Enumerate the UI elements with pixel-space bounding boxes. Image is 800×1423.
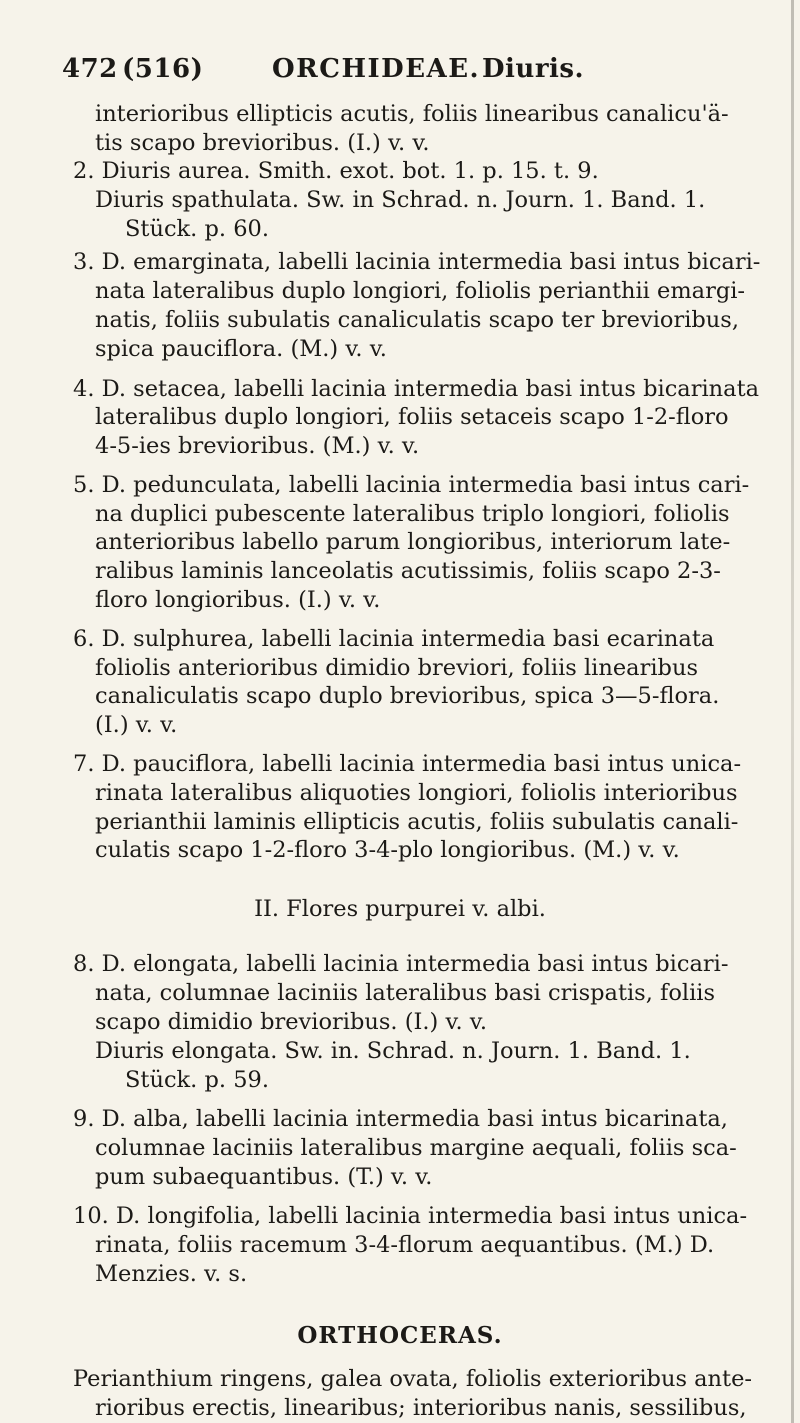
text-line: interioribus ellipticis acutis, foliis linearibus canalicu'ä- [95, 101, 729, 127]
text-line: 4. D. setacea, labelli lacinia intermedia basi intus bicarinata [73, 376, 760, 402]
text-line: 10. D. longifolia, labelli lacinia intermedia basi intus unica- [73, 1203, 748, 1229]
text-line: ralibus laminis lanceolatis acutissimis, foliis scapo 2-3- [95, 558, 721, 584]
text-line: rinata, foliis racemum 3-4-florum aequantibus. (M.) D. [95, 1232, 715, 1258]
text-line: nata, columnae laciniis lateralibus basi crispatis, foliis [95, 980, 716, 1006]
text-line: floro longioribus. (I.) v. v. [95, 587, 381, 613]
genus-heading: Diuris. [482, 54, 585, 84]
text-line: 2. Diuris aurea. Smith. exot. bot. 1. p. 15. t. 9. [73, 158, 599, 184]
text-line: canaliculatis scapo duplo brevioribus, spica 3—5-flora. [95, 683, 720, 709]
text-line: foliolis anterioribus dimidio breviori, foliis linearibus [95, 655, 698, 681]
text-line: 5. D. pedunculata, labelli lacinia intermedia basi intus cari- [73, 472, 750, 498]
text-line: 7. D. pauciflora, labelli lacinia intermedia basi intus unica- [73, 751, 742, 777]
text-line: 3. D. emarginata, labelli lacinia intermedia basi intus bicari- [73, 249, 761, 275]
section-heading: II. Flores purpurei v. albi. [254, 896, 546, 922]
text-line: Diuris spathulata. Sw. in Schrad. n. Journ. 1. Band. 1. [95, 187, 706, 213]
running-header [62, 54, 762, 94]
text-line: tis scapo brevioribus. (I.) v. v. [95, 130, 430, 156]
text-line: 9. D. alba, labelli lacinia intermedia basi intus bicarinata, [73, 1106, 728, 1132]
text-line: Perianthium ringens, galea ovata, foliolis exterioribus ante- [73, 1366, 753, 1392]
text-line: scapo dimidio brevioribus. (I.) v. v. [95, 1009, 488, 1035]
text-line: lateralibus duplo longiori, foliis setaceis scapo 1-2-floro [95, 404, 729, 430]
text-line: Menzies. v. s. [95, 1261, 248, 1287]
text-line: Diuris elongata. Sw. in. Schrad. n. Journ. 1. Band. 1. [95, 1038, 691, 1064]
text-line: rinata lateralibus aliquoties longiori, foliolis interioribus [95, 780, 738, 806]
text-line: columnae laciniis lateralibus margine aequali, foliis sca- [95, 1135, 737, 1161]
text-line: pum subaequantibus. (T.) v. v. [95, 1164, 433, 1190]
text-line: Stück. p. 60. [125, 216, 269, 242]
text-line: nata lateralibus duplo longiori, foliolis perianthii emargi- [95, 278, 746, 304]
text-line: anterioribus labello parum longioribus, interiorum late- [95, 529, 731, 555]
original-page-number: (516) [122, 54, 204, 84]
text-line: perianthii laminis ellipticis acutis, foliis subulatis canali- [95, 809, 739, 835]
text-line: culatis scapo 1-2-floro 3-4-plo longioribus. (M.) v. v. [95, 837, 680, 863]
text-line: 6. D. sulphurea, labelli lacinia intermedia basi ecarinata [73, 626, 715, 652]
family-heading: ORCHIDEAE. [272, 54, 481, 84]
text-line: Stück. p. 59. [125, 1067, 269, 1093]
text-line: rioribus erectis, linearibus; interioribus nanis, sessilibus, [95, 1395, 747, 1421]
page-edge-shadow [791, 0, 794, 1423]
text-line: natis, foliis subulatis canaliculatis scapo ter brevioribus, [95, 307, 739, 333]
text-line: spica pauciflora. (M.) v. v. [95, 336, 387, 362]
genus-title: ORTHOCERAS. [297, 1322, 503, 1349]
text-line: (I.) v. v. [95, 712, 178, 738]
page-number: 472 [62, 54, 118, 84]
text-line: 8. D. elongata, labelli lacinia intermedia basi intus bicari- [73, 951, 729, 977]
text-line: 4-5-ies brevioribus. (M.) v. v. [95, 433, 420, 459]
text-line: na duplici pubescente lateralibus triplo longiori, foliolis [95, 501, 730, 527]
